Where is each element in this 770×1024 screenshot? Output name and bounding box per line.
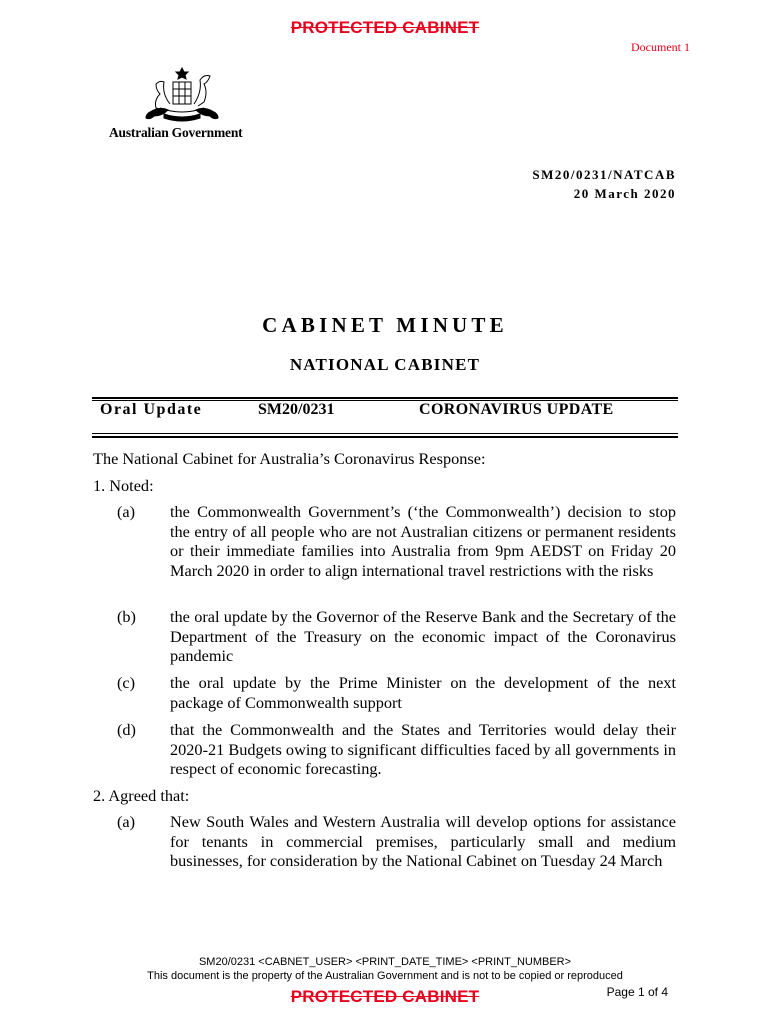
intro-text: The National Cabinet for Australia’s Coronavirus Response: bbox=[93, 449, 486, 468]
document-label: Document 1 bbox=[631, 40, 690, 54]
list-item: the oral update by the Governor of the Reserve Bank and the Secretary of the Department of the Treasury on the economic impact of the Coronavirus pandemic bbox=[170, 607, 676, 665]
page-number: Page 1 of 4 bbox=[606, 985, 668, 999]
classification-footer: PROTECTED CABINET bbox=[290, 987, 480, 1006]
coat-of-arms-icon bbox=[140, 64, 224, 126]
list-item: that the Commonwealth and the States and Territories would delay their 2020-21 Budgets owing to significant difficulties faced by all governments in respect of economic forecasting. bbox=[170, 720, 676, 778]
list-item: the Commonwealth Government’s (‘the Commonwealth’) decision to stop the entry of all people who are not Australian citizens or permanent residents or their immediate families into Australia from 9pm AEDST on Friday 20 March 2020 in order to align international travel restrictions with the risks bbox=[170, 502, 676, 580]
item-label: (b) bbox=[117, 607, 136, 626]
document-subtitle: NATIONAL CABINET bbox=[289, 355, 481, 374]
classification-header: PROTECTED CABINET bbox=[290, 18, 480, 37]
property-notice: This document is the property of the Australian Government and is not to be copied or reproduced bbox=[147, 970, 623, 982]
header-rule-bottom bbox=[92, 436, 678, 438]
item-label: (c) bbox=[117, 673, 136, 692]
header-rule-top bbox=[92, 397, 678, 399]
list-item: New South Wales and Western Australia will develop options for assistance for tenants in commercial premises, particularly small and medium businesses, for consideration by the National Cabinet on Tuesday 24 March bbox=[170, 812, 676, 870]
reference-number: SM20/0231/NATCAB bbox=[532, 167, 676, 182]
header-number: SM20/0231 bbox=[258, 401, 335, 418]
item-label: (d) bbox=[117, 720, 136, 739]
document-date: 20 March 2020 bbox=[573, 186, 676, 201]
list-item: the oral update by the Prime Minister on the development of the next package of Commonwealth support bbox=[170, 673, 676, 712]
document-title: CABINET MINUTE bbox=[262, 313, 508, 337]
print-line: SM20/0231 <CABNET_USER> <PRINT_DATE_TIME> <PRINT_NUMBER> bbox=[198, 956, 572, 968]
government-name: Australian Government bbox=[109, 125, 243, 140]
header-topic: CORONAVIRUS UPDATE bbox=[419, 401, 614, 418]
item-label: (a) bbox=[117, 502, 136, 521]
section-heading: 1. Noted: bbox=[93, 476, 154, 495]
header-rule-bottom-thin bbox=[92, 433, 678, 434]
item-label: (a) bbox=[117, 812, 136, 831]
section-heading: 2. Agreed that: bbox=[93, 786, 190, 805]
header-type: Oral Update bbox=[100, 401, 203, 418]
